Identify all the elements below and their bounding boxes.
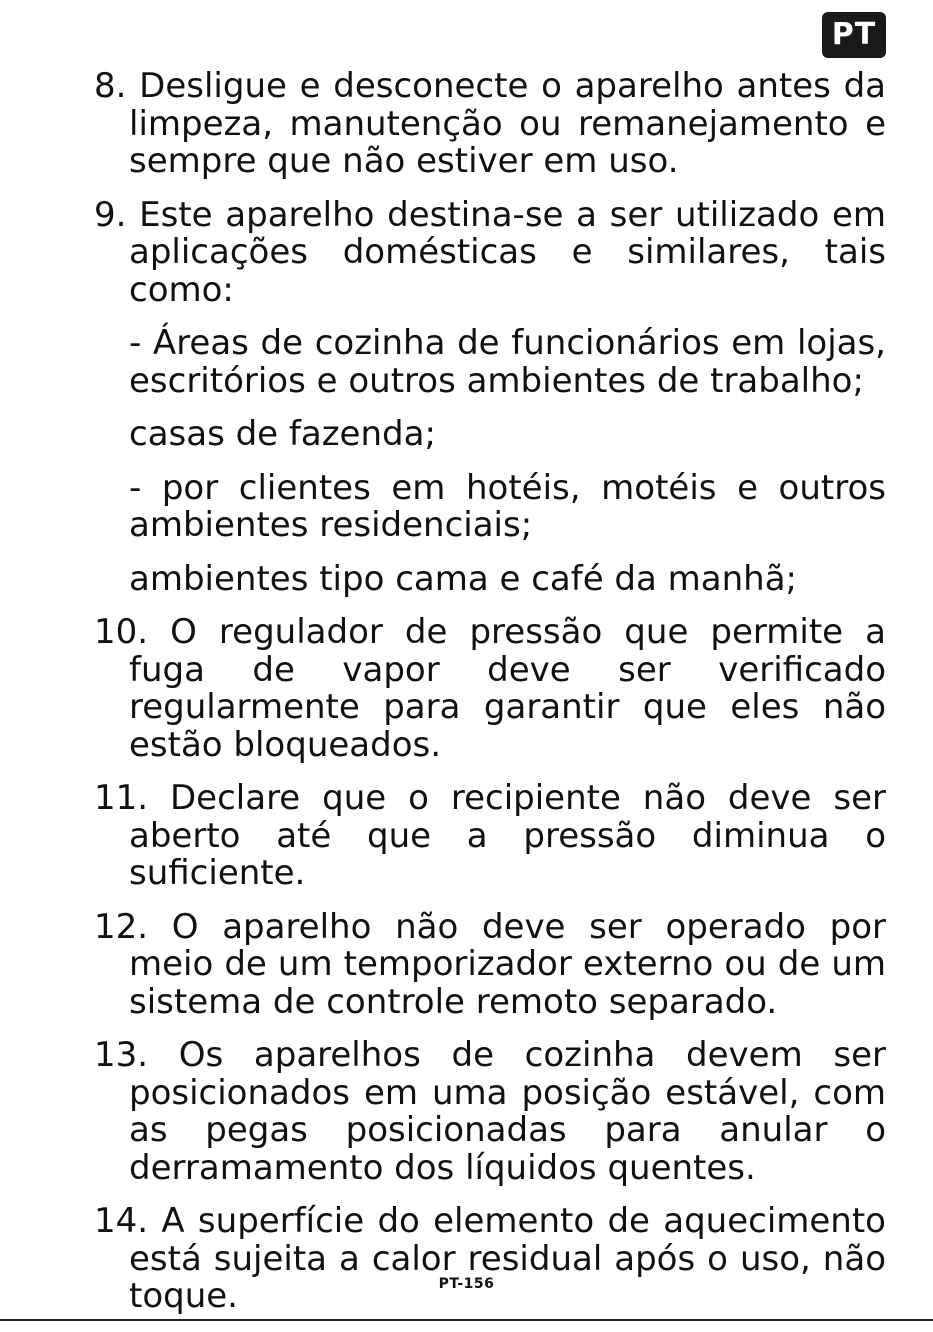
instruction-item-8: 8. Desligue e desconecte o aparelho antes da limpeza, manutenção ou remanejamento e sempre que não estiver em uso. [94, 66, 886, 181]
language-badge: PT [822, 12, 886, 58]
page-number: PT-156 [438, 1276, 495, 1292]
instruction-item-10: 10. O regulador de pressão que permite a fuga de vapor deve ser verificado regularmente para garantir que eles não estão bloqueados. [94, 612, 886, 765]
instruction-item-11: 11. Declare que o recipiente não deve ser aberto até que a pressão diminua o suficiente. [94, 778, 886, 893]
instruction-item-9: 9. Este aparelho destina-se a ser utilizado em aplicações domésticas e similares, tais como: [94, 194, 886, 310]
instruction-item-12: 12. O aparelho não deve ser operado por meio de um temporizador externo ou de um sistema de controle remoto separado. [94, 906, 886, 1022]
instruction-subitem-farmhouses: casas de fazenda; [129, 414, 436, 454]
instruction-list [94, 68, 886, 1332]
instruction-subitem-hotels: - por clientes em hotéis, motéis e outros ambientes residenciais; [129, 467, 886, 545]
instruction-subitem-shops: - Áreas de cozinha de funcionários em lojas, escritórios e outros ambientes de trabalho; [129, 323, 886, 401]
instruction-item-14: 14. A superfície do elemento de aquecimento está sujeita a calor residual após o uso, não toque. [94, 1201, 886, 1316]
instruction-item-13: 13. Os aparelhos de cozinha devem ser posicionados em uma posição estável, com as pegas posicionadas para anular o derramamento dos líquidos quentes. [94, 1035, 886, 1188]
bottom-divider [0, 1319, 933, 1321]
instruction-subitem-bnb: ambientes tipo cama e café da manhã; [129, 558, 797, 599]
